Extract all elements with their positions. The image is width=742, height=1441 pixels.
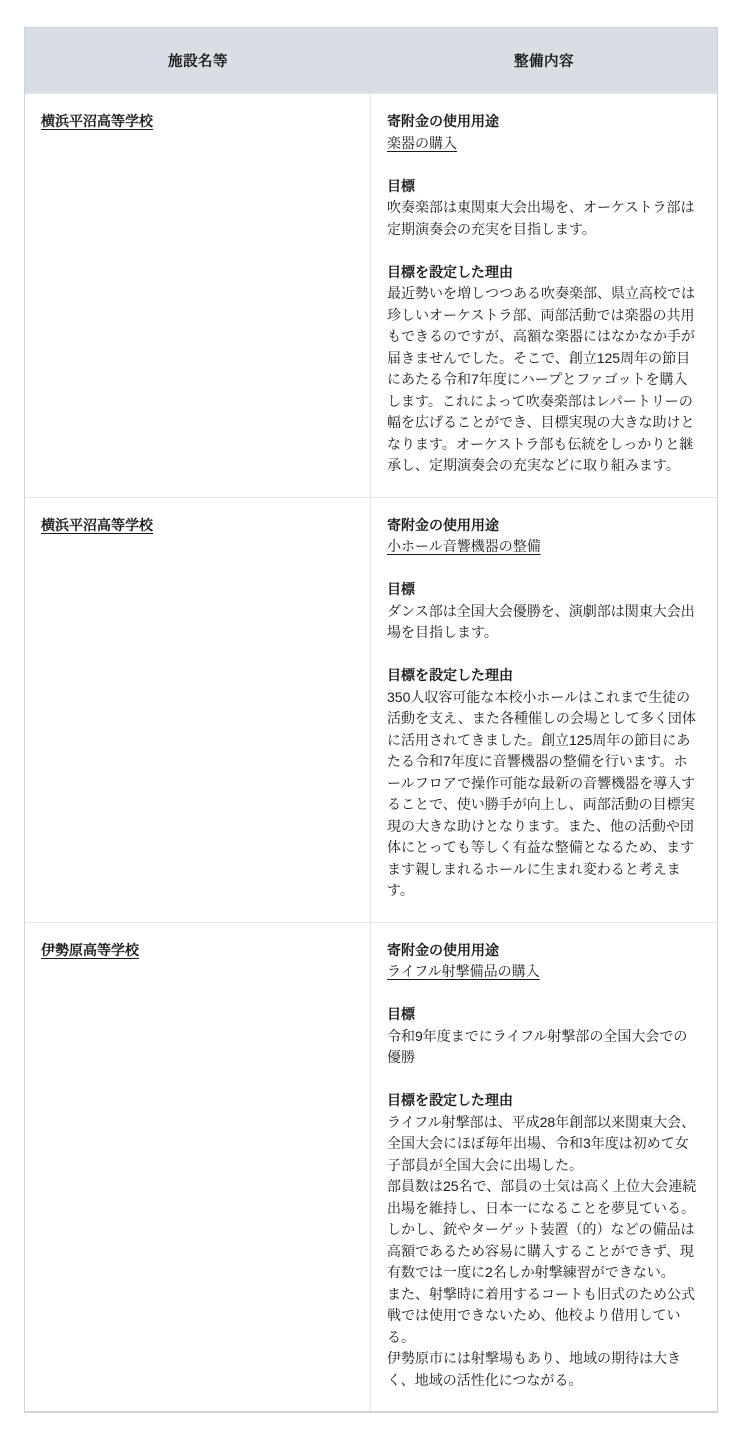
reason-section bbox=[387, 1090, 701, 1391]
goal-text: 吹奏楽部は東関東大会出場を、オーケストラ部は定期演奏会の充実を目指します。 bbox=[387, 199, 695, 237]
goal-text: ダンス部は全国大会優勝を、演劇部は関東大会出場を目指します。 bbox=[387, 602, 695, 640]
goal-heading: 目標 bbox=[387, 1006, 415, 1022]
usage-heading: 寄附金の使用用途 bbox=[387, 516, 499, 533]
usage-link[interactable]: 小ホール音響機器の整備 bbox=[387, 538, 541, 554]
facility-cell bbox=[25, 94, 371, 497]
reason-text: 最近勢いを増しつつある吹奏楽部、県立高校では珍しいオーケストラ部、両部活動では楽器の共用もできるのですが、高額な楽器にはなかなか手が届きませんでした。そこで、創立125周年の節目にあたる令和7年度にハープとファゴットを購入します。これによって吹奏楽部はレパートリーの幅を広げることができ、目標実現の大きな助けとなります。オーケストラ部も伝統をしっかりと継承し、定期演奏会の充実などに取り組みます。 bbox=[387, 285, 695, 473]
content-cell bbox=[371, 94, 717, 497]
usage-section bbox=[387, 111, 701, 154]
facilities-table bbox=[24, 27, 718, 1413]
content-cell bbox=[371, 923, 717, 1412]
facility-link[interactable]: 横浜平沼高等学校 bbox=[41, 516, 153, 533]
usage-heading: 寄附金の使用用途 bbox=[387, 941, 499, 958]
reason-text: 350人収容可能な本校小ホールはこれまで生徒の活動を支え、また各種催しの会場として多く団体に活用されてきました。創立125周年の節目にあたる令和7年度に音響機器の整備を行います。ホールフロアで操作可能な最新の音響機器を導入することで、使い勝手が向上し、両部活動の目標実現の大きな助けとなります。また、他の活動や団体にとっても等しく有益な整備となるため、ますます親しまれるホールに生まれ変わると考えます。 bbox=[387, 688, 696, 898]
reason-line: 部員数は25名で、部員の士気は高く上位大会連続出場を維持し、日本一になることを夢見ている。 bbox=[387, 1178, 697, 1216]
usage-link[interactable]: 楽器の購入 bbox=[387, 134, 457, 151]
reason-heading: 目標を設定した理由 bbox=[387, 667, 513, 683]
table-row bbox=[25, 93, 717, 497]
header-cell-content: 整備内容 bbox=[514, 54, 574, 70]
goal-section bbox=[387, 579, 701, 644]
reason-heading: 目標を設定した理由 bbox=[387, 1092, 513, 1108]
usage-link[interactable]: ライフル射撃備品の購入 bbox=[387, 963, 540, 979]
header-cell-facility: 施設名等 bbox=[168, 54, 228, 70]
reason-section bbox=[387, 262, 701, 477]
reason-line: しかし、銃やターゲット装置（的）などの備品は高額であるため容易に購入することができず、現有数では一度に2名しか射撃練習ができない。 bbox=[387, 1221, 695, 1280]
usage-section bbox=[387, 515, 701, 558]
facility-cell bbox=[25, 923, 371, 1412]
reason-line: ライフル射撃部は、平成28年創部以来関東大会、全国大会にほぼ毎年出場、令和3年度は初めて女子部員が全国大会に出場した。 bbox=[387, 1113, 696, 1173]
goal-heading: 目標 bbox=[387, 581, 415, 597]
reason-heading: 目標を設定した理由 bbox=[387, 263, 513, 280]
goal-text: 令和9年度までにライフル射撃部の全国大会での優勝 bbox=[387, 1027, 688, 1065]
reason-line: また、射撃時に着用するコートも旧式のため公式戦では使用できないため、他校より借用している。 bbox=[387, 1285, 695, 1345]
content-cell bbox=[371, 498, 717, 922]
goal-section bbox=[387, 1004, 701, 1069]
facility-cell bbox=[25, 498, 371, 922]
facility-link[interactable]: 横浜平沼高等学校 bbox=[41, 113, 153, 129]
goal-heading: 目標 bbox=[387, 177, 415, 194]
usage-section bbox=[387, 940, 701, 983]
facility-link[interactable]: 伊勢原高等学校 bbox=[41, 941, 139, 958]
reason-section bbox=[387, 665, 701, 902]
reason-line: 伊勢原市には射撃場もあり、地域の期待は大きく、地域の活性化につながる。 bbox=[387, 1350, 681, 1388]
usage-heading: 寄附金の使用用途 bbox=[387, 113, 499, 129]
table-row bbox=[25, 497, 717, 922]
table-header-row bbox=[25, 28, 717, 93]
reason-text bbox=[387, 1112, 701, 1392]
goal-section bbox=[387, 176, 701, 241]
table-row bbox=[25, 922, 717, 1412]
